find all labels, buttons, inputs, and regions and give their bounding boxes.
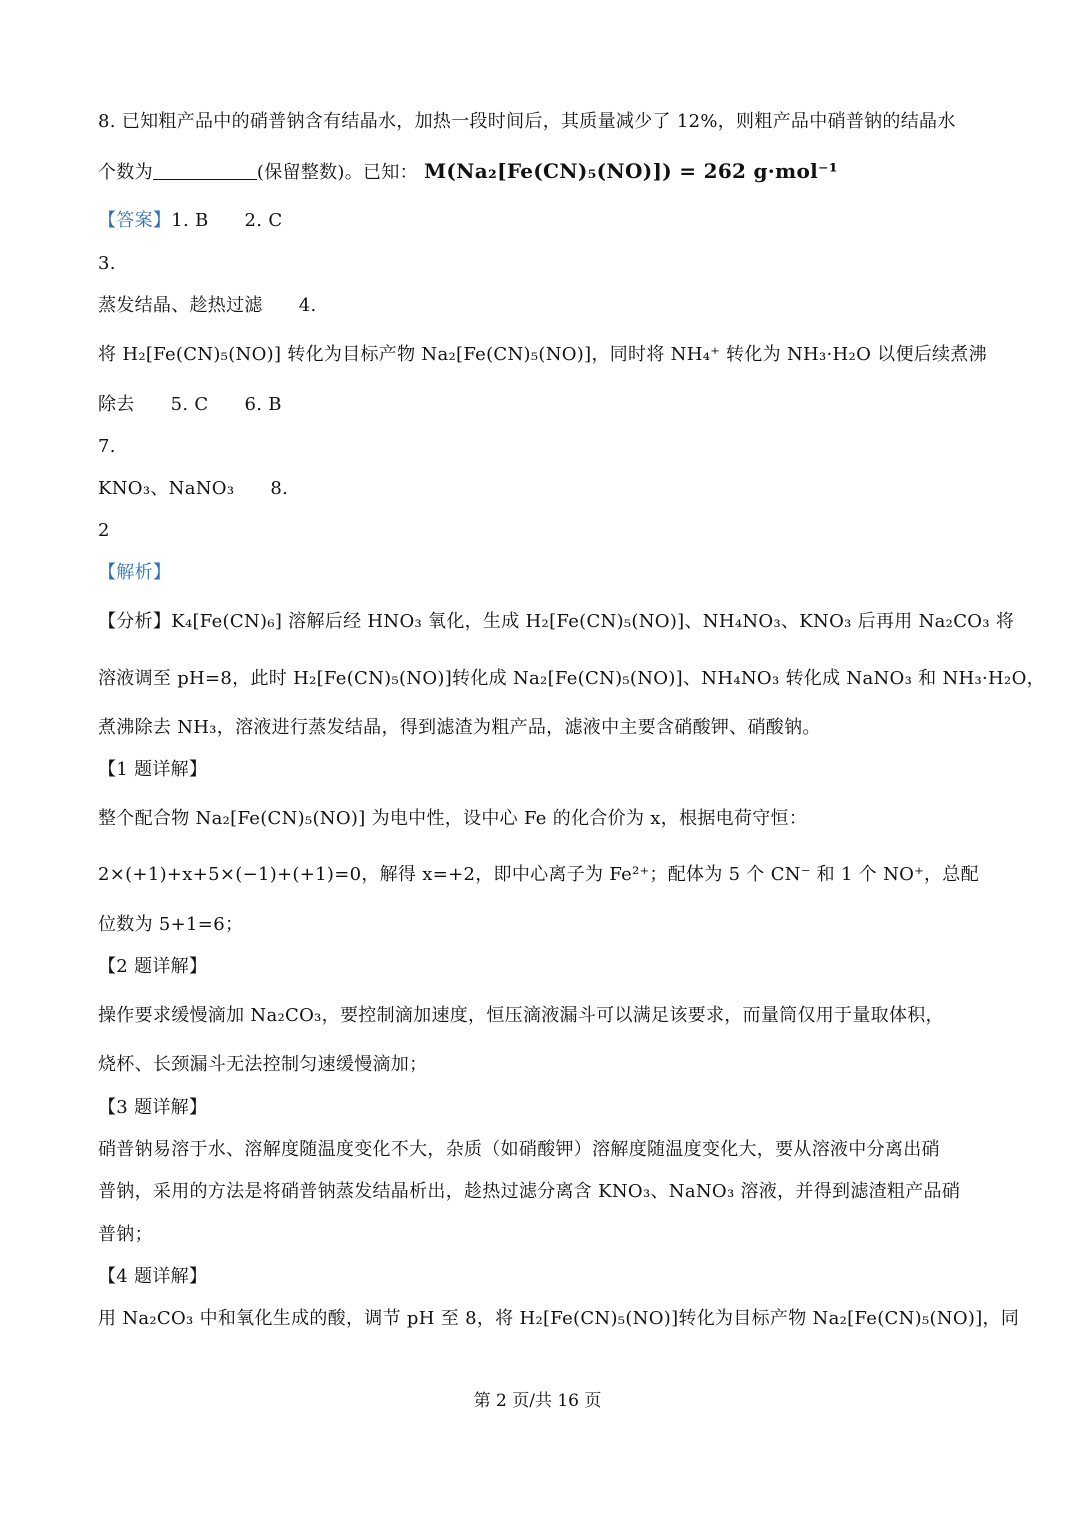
fenxi-label: 【分析】 [98,611,172,632]
analysis-label: 【解析】 [98,562,172,583]
answer-3-number: 3. [98,253,116,274]
answer-7-number: 7. [98,436,116,457]
analysis-fenxi-line-3: 煮沸除去 NH₃，溶液进行蒸发结晶，得到滤渣为粗产品，滤液中主要含硝酸钾、硝酸钠。 [98,717,821,738]
answer-4-text-cont: 除去 5. C 6. B [98,394,282,415]
detail-1-line-1: 整个配合物 Na₂[Fe(CN)₅(NO)] 为电中性，设中心 Fe 的化合价为 x，根据电荷守恒： [98,808,808,829]
detail-1-line-2: 2×(+1)+x+5×(−1)+(+1)=0，解得 x=+2，即中心离子为 Fe²⁺；配体为 5 个 CN⁻ 和 1 个 NO⁺，总配 [98,864,979,885]
question-8-line-2: 个数为 (保留整数)。已知： M(Na₂[Fe(CN)₅(NO)]) = 262 g·mol⁻¹ [98,159,838,183]
answer-4-text: 将 H₂[Fe(CN)₅(NO)] 转化为目标产物 Na₂[Fe(CN)₅(NO)]，同时将 NH₄⁺ 转化为 NH₃·H₂O 以便后续煮沸 [98,344,987,365]
detail-3-line-3: 普钠； [98,1224,153,1245]
detail-3-label: 【3 题详解】 [98,1097,208,1118]
answer-label: 【答案】 [98,210,172,231]
detail-2-line-1: 操作要求缓慢滴加 Na₂CO₃，要控制滴加速度，恒压滴液漏斗可以满足该要求，而量筒仅用于量取体积， [98,1005,944,1026]
detail-3-line-2: 普钠，采用的方法是将硝普钠蒸发结晶析出，趁热过滤分离含 KNO₃、NaNO₃ 溶液，并得到滤渣粗产品硝 [98,1181,961,1202]
answer-8-text: 2 [98,520,110,541]
detail-4-label: 【4 题详解】 [98,1266,208,1287]
analysis-fenxi-line-2: 溶液调至 pH=8，此时 H₂[Fe(CN)₅(NO)]转化成 Na₂[Fe(CN)₅(NO)]、NH₄NO₃ 转化成 NaNO₃ 和 NH₃·H₂O， [98,668,1045,689]
analysis-fenxi-line-1: 【分析】K₄[Fe(CN)₆] 溶解后经 HNO₃ 氧化，生成 H₂[Fe(CN)₅(NO)]、NH₄NO₃、KNO₃ 后再用 Na₂CO₃ 将 [98,611,1015,632]
answer-line-1: 【答案】1. B 2. C [98,210,283,231]
molar-mass-formula: M(Na₂[Fe(CN)₅(NO)]) = 262 g·mol⁻¹ [423,159,838,183]
answer-3-text: 蒸发结晶、趁热过滤 4. [98,295,317,316]
answer-7-text: KNO₃、NaNO₃ 8. [98,478,289,499]
detail-1-label: 【1 题详解】 [98,759,208,780]
detail-3-line-1: 硝普钠易溶于水、溶解度随温度变化不大，杂质（如硝酸钾）溶解度随温度变化大，要从溶液中分离出硝 [98,1139,940,1160]
question-8-line-1: 8. 已知粗产品中的硝普钠含有结晶水，加热一段时间后，其质量减少了 12%，则粗产品中硝普钠的结晶水 [98,111,956,132]
detail-2-line-2: 烧杯、长颈漏斗无法控制匀速缓慢滴加； [98,1054,428,1075]
answer-blank[interactable] [153,161,257,180]
detail-1-line-3: 位数为 5+1=6； [98,914,244,935]
detail-2-label: 【2 题详解】 [98,956,208,977]
page-footer: 第 2 页/共 16 页 [473,1391,602,1411]
detail-4-line-1: 用 Na₂CO₃ 中和氧化生成的酸，调节 pH 至 8，将 H₂[Fe(CN)₅(NO)]转化为目标产物 Na₂[Fe(CN)₅(NO)]，同 [98,1308,1020,1329]
